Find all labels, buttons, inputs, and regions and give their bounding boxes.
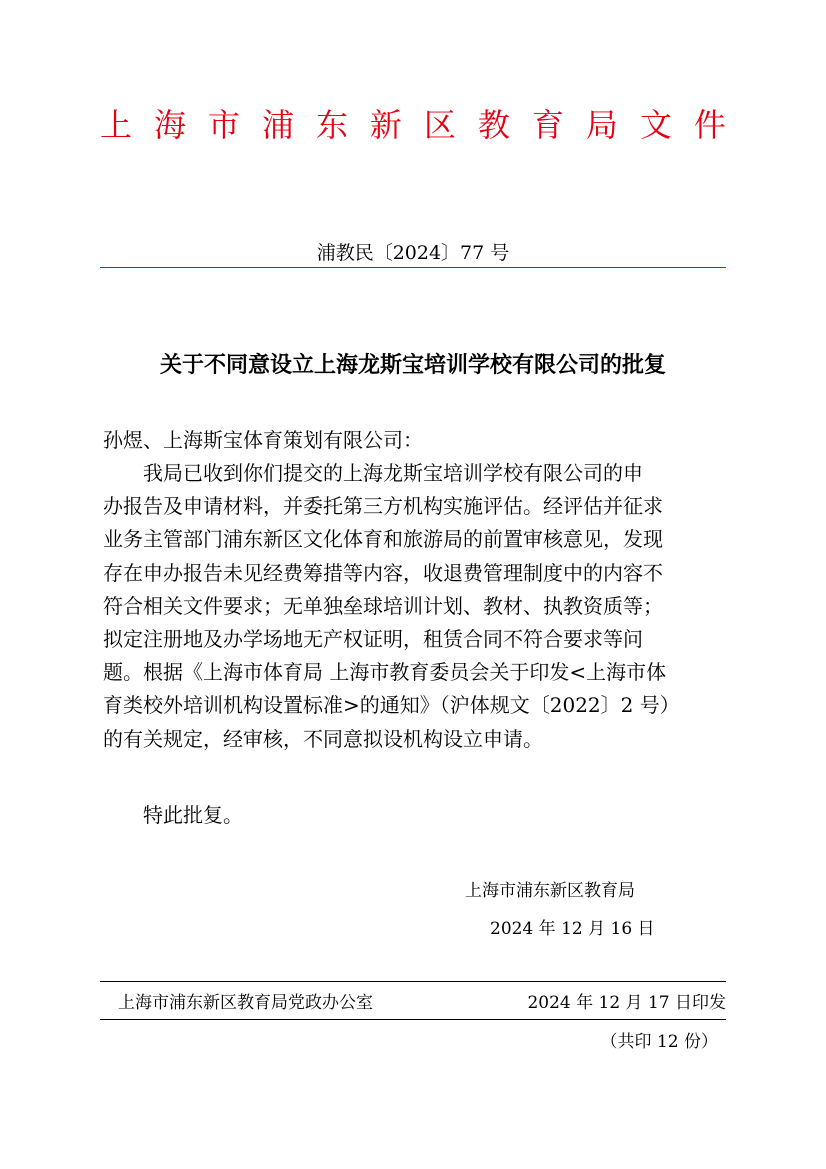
header-char: 教 — [477, 106, 510, 144]
closing-remark: 特此批复。 — [143, 803, 243, 827]
body-paragraph: 我局已收到你们提交的上海龙斯宝培训学校有限公司的申 办报告及申请材料，并委托第三方机构实施评估。经评估并征求 业务主管部门浦东新区文化体育和旅游局的前置审核意见，发现 存在申办报告未见经费筹措等内容，收退费管理制度中的内容不 符合相关文件要求；无单独垒球培训计划、教材、执教资质等； 拟定注册地及办学场地无产权证明，租赁合同不符合要求等问 题。根据《上海市体育局 上海市教育委员会关于印发<上海市体 育类校外培训机构设置标准>的通知》（沪体规文〔2022〕2 号） 的有关规定，经审核，不同意拟设机构设立申请。 — [103, 461, 680, 751]
signature-organization: 上海市浦东新区教育局 — [465, 881, 635, 901]
header-char: 区 — [423, 106, 456, 144]
red-divider — [100, 267, 726, 268]
salutation: 孙煜、上海斯宝体育策划有限公司： — [103, 428, 423, 452]
footer-print-date: 2024 年 12 月 17 日印发 — [527, 993, 726, 1013]
header-char: 东 — [315, 106, 348, 144]
footer-rule-bottom — [100, 1019, 726, 1020]
header-char: 局 — [585, 106, 618, 144]
footer-issuer: 上海市浦东新区教育局党政办公室 — [118, 993, 373, 1013]
header-char: 海 — [153, 106, 186, 144]
header-char: 浦 — [261, 106, 294, 144]
header-char: 件 — [693, 106, 726, 144]
header-char: 市 — [207, 106, 240, 144]
footer-rule-top — [100, 981, 726, 982]
header-char: 文 — [639, 106, 672, 144]
document-header-title — [100, 100, 726, 150]
header-char: 育 — [531, 106, 564, 144]
header-char: 新 — [369, 106, 402, 144]
document-subject: 关于不同意设立上海龙斯宝培训学校有限公司的批复 — [159, 353, 666, 378]
header-char: 上 — [100, 106, 133, 144]
signature-date: 2024 年 12 月 16 日 — [490, 919, 655, 939]
document-number: 浦教民〔2024〕77 号 — [316, 242, 510, 264]
copies-count: （共印 12 份） — [600, 1032, 718, 1052]
